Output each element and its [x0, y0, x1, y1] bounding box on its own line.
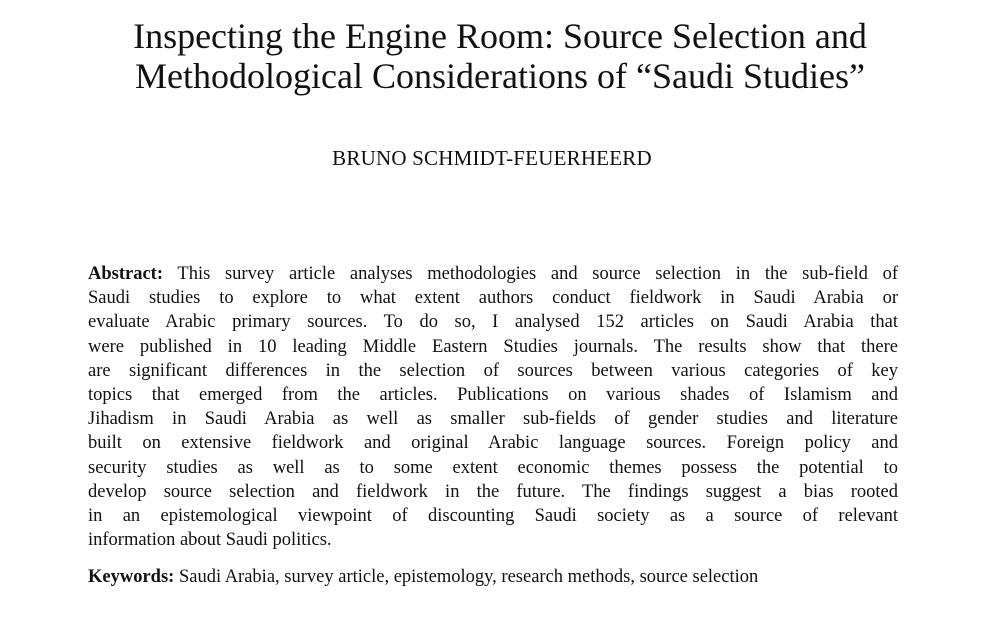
abstract-line: topics that emerged from the articles. Publications on various shades of Islamism and [88, 384, 898, 405]
title-line-2: Methodological Considerations of “Saudi Studies” [135, 56, 865, 96]
abstract-line: Saudi studies to explore to what extent authors conduct fieldwork in Saudi Arabia or [88, 288, 898, 309]
abstract-line: information about Saudi politics. [88, 530, 332, 551]
abstract-line: were published in 10 leading Middle Eastern Studies journals. The results show that there [88, 336, 898, 357]
abstract-line: develop source selection and fieldwork in the future. The findings suggest a bias rooted [88, 481, 898, 502]
title-line-1: Inspecting the Engine Room: Source Selection and [133, 16, 867, 56]
abstract-line-text: This survey article analyses methodologies and source selection in the sub-field of [177, 264, 898, 284]
keywords-block [88, 565, 948, 589]
abstract-line: are significant differences in the selection of sources between various categories of key [88, 360, 898, 381]
keywords-label: Keywords: [88, 567, 175, 587]
abstract-line: in an epistemological viewpoint of discounting Saudi society as a source of relevant [88, 505, 898, 526]
abstract-line: evaluate Arabic primary sources. To do so, I analysed 152 articles on Saudi Arabia that [88, 312, 898, 333]
abstract-line: Jihadism in Saudi Arabia as well as smaller sub-fields of gender studies and literature [88, 409, 898, 430]
abstract-line [88, 262, 898, 286]
abstract-label: Abstract: [88, 264, 164, 284]
author-name: BRUNO SCHMIDT-FEUERHEERD [332, 146, 652, 170]
abstract-block [88, 262, 898, 552]
abstract-line: security studies as well as to some extent economic themes possess the potential to [88, 457, 898, 478]
keywords-text: Saudi Arabia, survey article, epistemology, research methods, source selection [178, 567, 759, 587]
paper-title [0, 16, 1000, 96]
abstract-line: built on extensive fieldwork and original Arabic language sources. Foreign policy and [88, 433, 898, 454]
